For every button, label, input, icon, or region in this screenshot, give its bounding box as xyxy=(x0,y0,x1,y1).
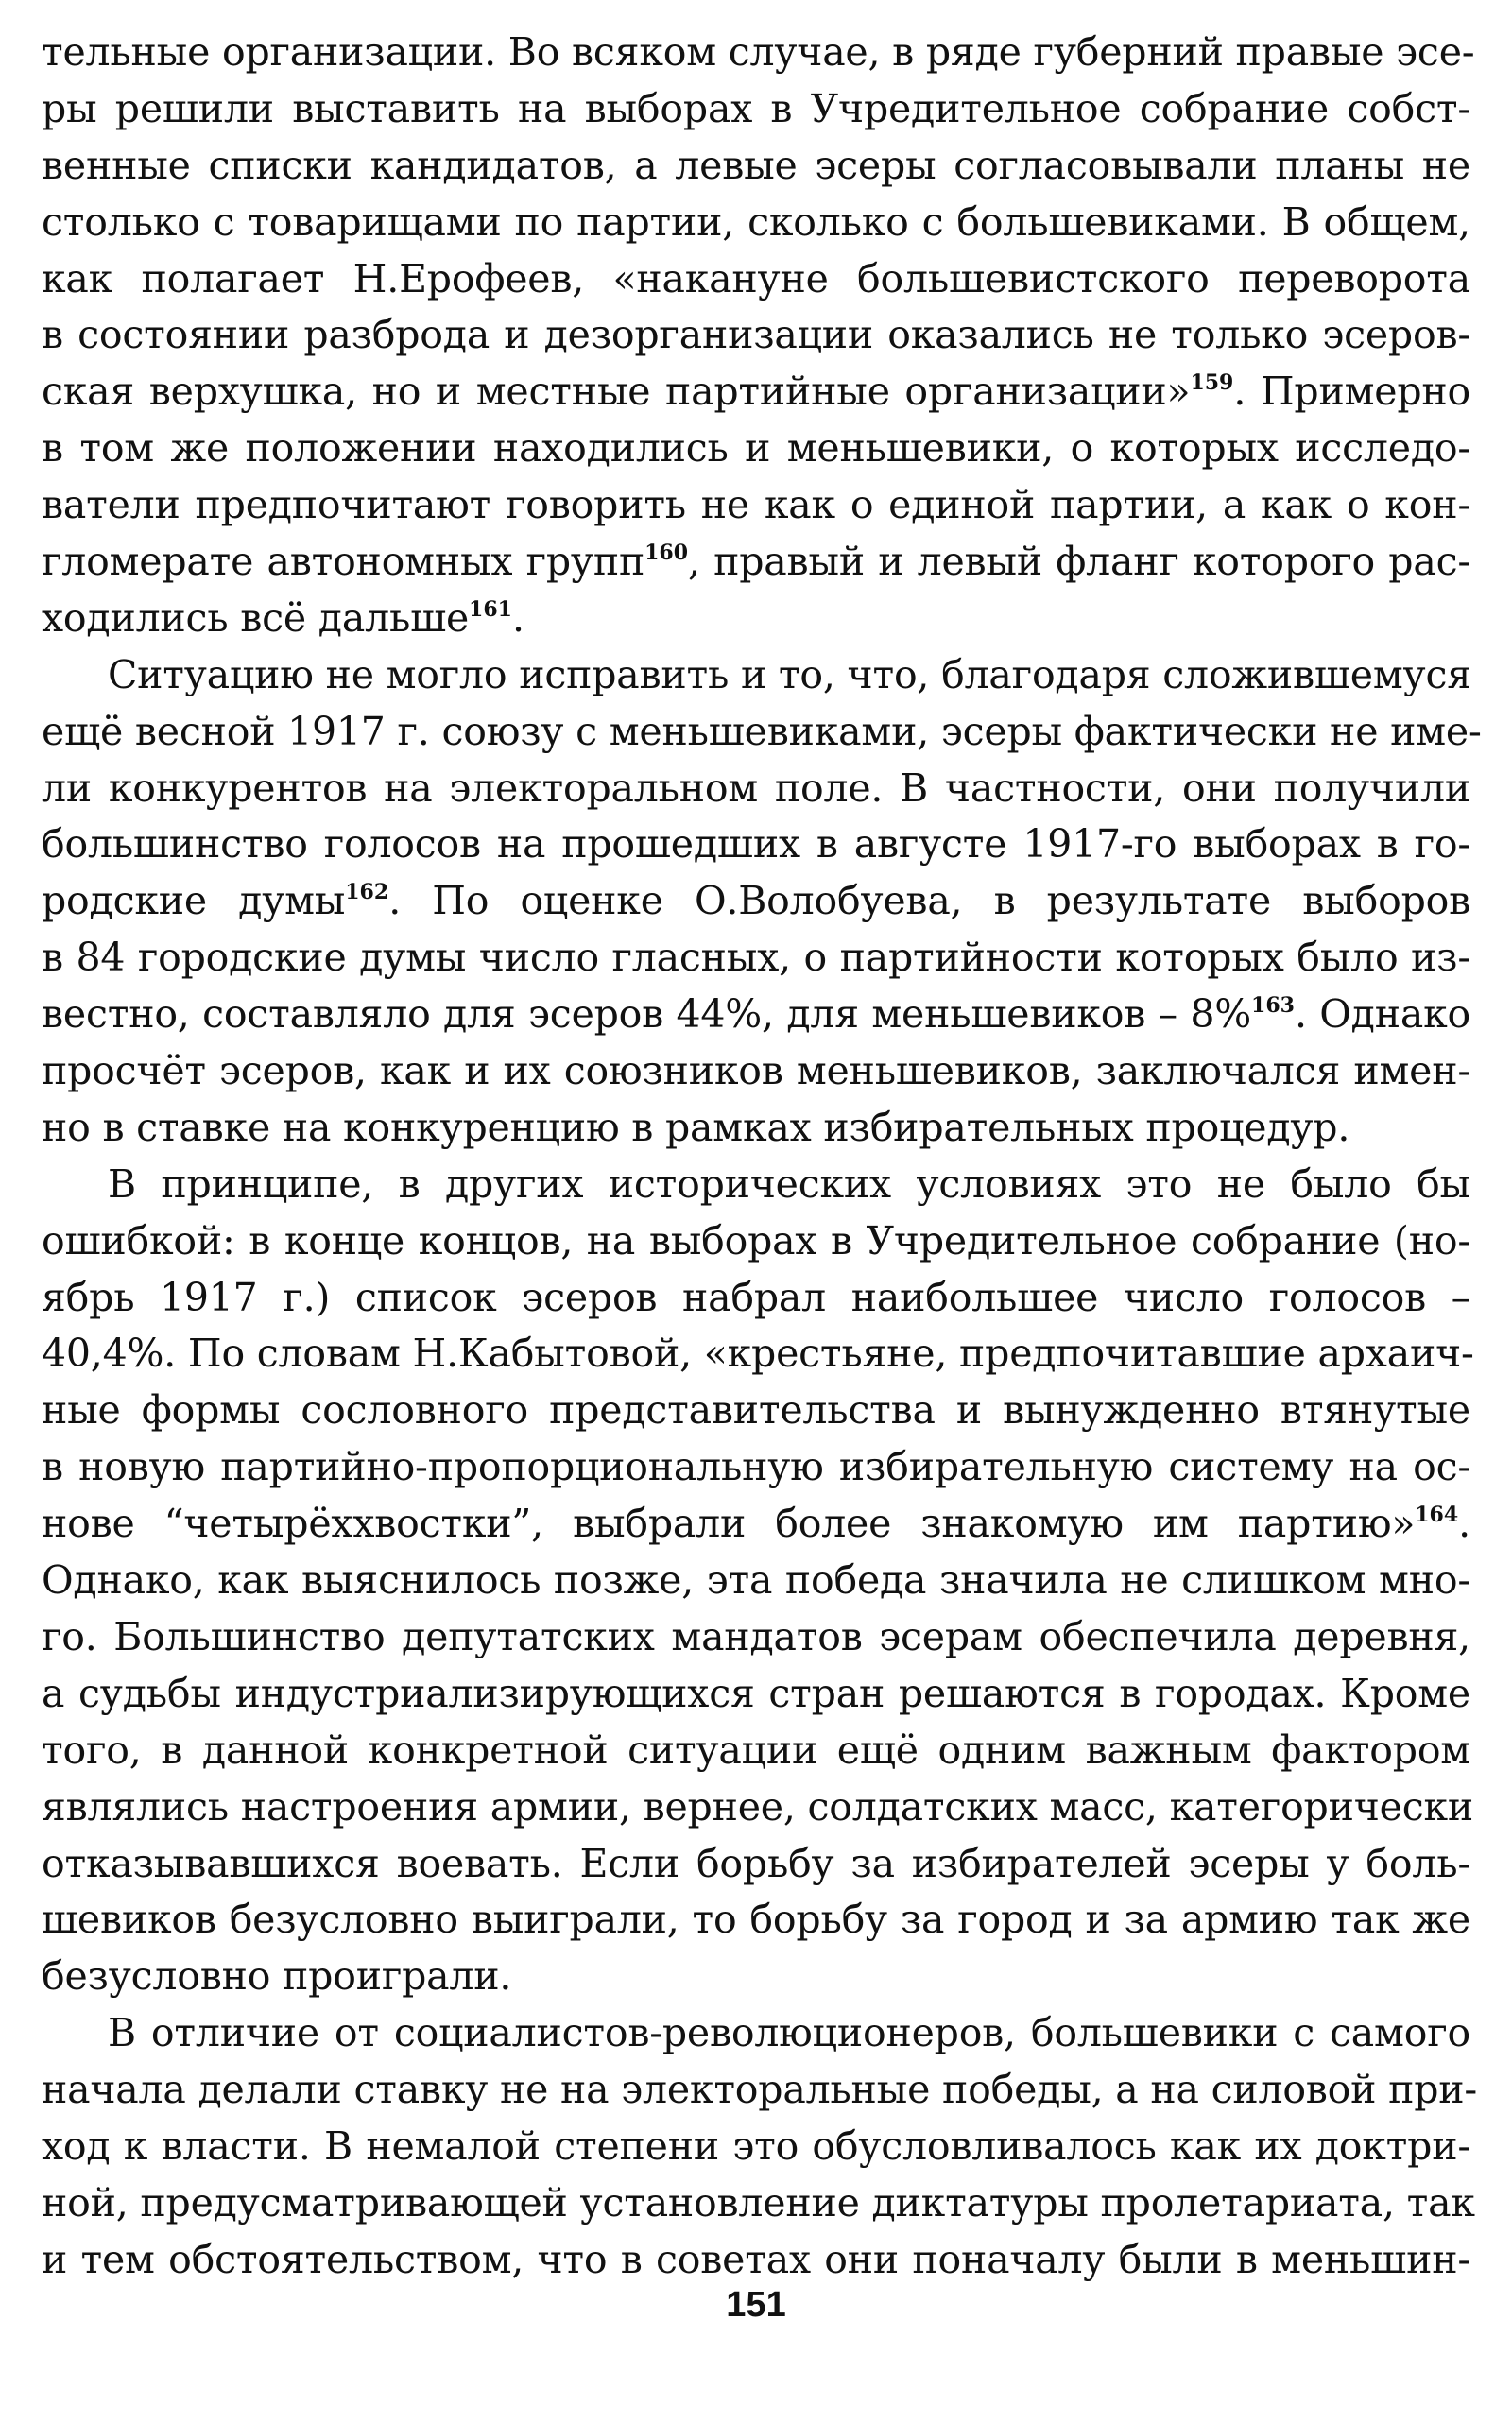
line-text: вестно, составляло для эсеров 44%, для меньшевиков – 8% xyxy=(42,991,1252,1038)
line-text-after: . Однако xyxy=(1294,991,1470,1038)
text-line xyxy=(42,873,1470,930)
text-line: являлись настроения армии, вернее, солдатских масс, категорически xyxy=(42,1783,1474,1830)
text-line: столько с товарищами по партии, сколько с большевиками. В общем, xyxy=(42,198,1470,245)
paragraph-first-line: В отличие от социалистов-революционеров, большевики с самого xyxy=(108,2010,1470,2056)
text-line: ошибкой: в конце концов, на выборах в Учредительное собрание (но- xyxy=(42,1217,1470,1263)
text-line: в 84 городские думы число гласных, о партийности которых было из- xyxy=(42,935,1470,981)
text-line: ры решили выставить на выборах в Учредительное собрание собст- xyxy=(42,85,1470,131)
text-line: как полагает Н.Ерофеев, «накануне большевистского переворота xyxy=(42,255,1470,301)
text-line: начала делали ставку не на электоральные победы, а на силовой при- xyxy=(42,2067,1478,2113)
text-line xyxy=(42,534,1470,591)
text-line xyxy=(42,591,1470,647)
line-text: ходились всё дальше xyxy=(42,594,470,641)
text-line: го. Большинство депутатских мандатов эсерам обеспечила деревня, xyxy=(42,1613,1470,1659)
text-line: в состоянии разброда и дезорганизации оказались не только эсеров- xyxy=(42,312,1470,358)
line-text: гломерате автономных групп xyxy=(42,539,645,585)
text-line: 40,4%. По словам Н.Кабытовой, «крестьяне, предпочитавшие архаич- xyxy=(42,1331,1474,1377)
text-line: большинство голосов на прошедших в августе 1917-го выборах в го- xyxy=(42,821,1470,868)
text-line: того, в данной конкретной ситуации ещё одним важным фактором xyxy=(42,1727,1470,1773)
text-line: ли конкурентов на электоральном поле. В частности, они получили xyxy=(42,765,1470,811)
line-text-after: . По оценке О.Волобуева, в результате выборов xyxy=(388,878,1470,924)
text-line: безусловно проиграли. xyxy=(42,1953,512,2000)
text-line: ход к власти. В немалой степени это обусловливалось как их доктри- xyxy=(42,2122,1470,2169)
text-line: Однако, как выяснилось позже, эта победа значила не слишком мно- xyxy=(42,1557,1470,1604)
text-line: просчёт эсеров, как и их союзников меньшевиков, заключался имен- xyxy=(42,1048,1470,1094)
footnote-ref: 161 xyxy=(469,596,512,622)
text-line: отказывавшихся воевать. Если борьбу за избирателей эсеры у боль- xyxy=(42,1840,1470,1886)
text-line: ватели предпочитают говорить не как о единой партии, а как о кон- xyxy=(42,482,1470,528)
text-line xyxy=(42,364,1470,421)
text-line: шевиков безусловно выиграли, то борьбу за город и за армию так же xyxy=(42,1897,1470,1943)
text-line: в новую партийно-пропорциональную избирательную систему на ос- xyxy=(42,1444,1470,1490)
paragraph-first-line: Ситуацию не могло исправить и то, что, благодаря сложившемуся xyxy=(108,651,1471,697)
line-text-after: . xyxy=(1458,1501,1470,1547)
line-text: ская верхушка, но и местные партийные организации» xyxy=(42,369,1191,415)
text-line xyxy=(42,987,1470,1043)
paragraph-first-line: В принципе, в других исторических условиях это не было бы xyxy=(108,1160,1470,1207)
text-line: ябрь 1917 г.) список эсеров набрал наибольшее число голосов – xyxy=(42,1274,1470,1320)
text-line: но в ставке на конкуренцию в рамках избирательных процедур. xyxy=(42,1104,1350,1150)
text-line: ные формы сословного представительства и вынужденно втянутые xyxy=(42,1387,1470,1434)
line-text-after: , правый и левый фланг которого рас- xyxy=(688,539,1470,585)
line-text-after: . xyxy=(511,594,524,641)
line-text: родские думы xyxy=(42,878,346,924)
line-text: нове “четырёххвостки”, выбрали более знакомую им партию» xyxy=(42,1501,1416,1547)
text-line: тельные организации. Во всяком случае, в ряде губерний правые эсе- xyxy=(42,29,1475,75)
text-line xyxy=(42,1496,1470,1553)
text-line: в том же положении находились и меньшевики, о которых исследо- xyxy=(42,425,1470,472)
text-line: ной, предусматривающей установление диктатуры пролетариата, так xyxy=(42,2179,1475,2225)
page-number: 151 xyxy=(726,2285,786,2325)
text-line: ещё весной 1917 г. союзу с меньшевиками, эсеры фактически не име- xyxy=(42,708,1482,754)
footnote-ref: 160 xyxy=(644,541,689,566)
text-line: и тем обстоятельством, что в советах они поначалу были в меньшин- xyxy=(42,2236,1470,2282)
footnote-ref: 163 xyxy=(1251,993,1295,1019)
footnote-ref: 159 xyxy=(1190,370,1234,396)
text-line: венные списки кандидатов, а левые эсеры согласовывали планы не xyxy=(42,142,1470,188)
document-body xyxy=(42,25,1482,2289)
text-line: а судьбы индустриализирующихся стран решаются в городах. Кроме xyxy=(42,1670,1470,1716)
footnote-ref: 164 xyxy=(1415,1503,1459,1528)
line-text-after: . Примерно xyxy=(1233,369,1471,415)
footnote-ref: 162 xyxy=(345,880,389,905)
